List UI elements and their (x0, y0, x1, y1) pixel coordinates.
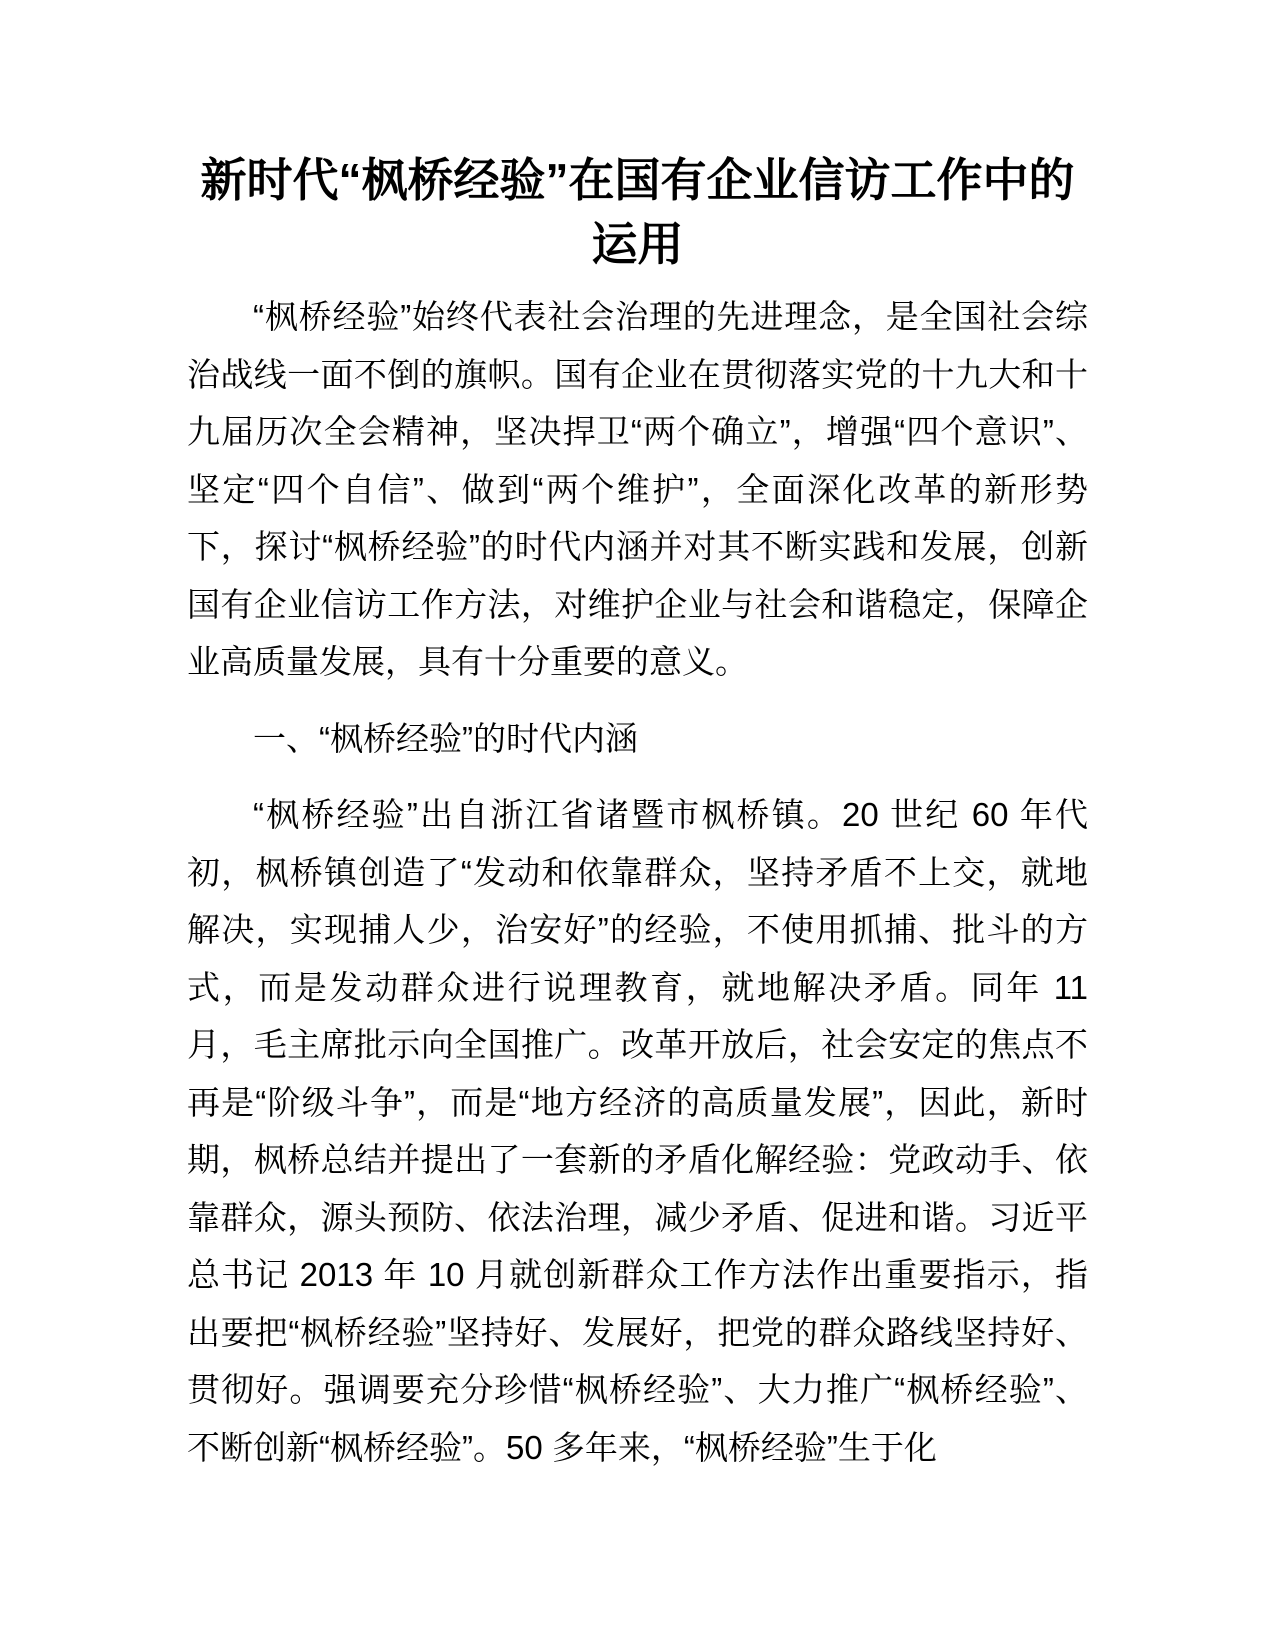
paragraph-section-1: “枫桥经验”出自浙江省诸暨市枫桥镇。20 世纪 60 年代初，枫桥镇创造了“发动和依靠群众，坚持矛盾不上交，就地解决，实现捕人少，治安好”的经验，不使用抓捕、批斗的方式，而是发动群众进行说理教育，就地解决矛盾。同年 11 月，毛主席批示向全国推广。改革开放后，社会安定的焦点不再是“阶级斗争”，而是“地方经济的高质量发展”，因此，新时期，枫桥总结并提出了一套新的矛盾化解经验：党政动手、依靠群众，源头预防、依法治理，减少矛盾、促进和谐。习近平总书记 2013 年 10 月就创新群众工作方法作出重要指示，指出要把“枫桥经验”坚持好、发展好，把党的群众路线坚持好、贯彻好。强调要充分珍惜“枫桥经验”、大力推广“枫桥经验”、不断创新“枫桥经验”。50 多年来，“枫桥经验”生于化 (187, 796, 1088, 1466)
paragraph-intro: “枫桥经验”始终代表社会治理的先进理念，是全国社会综治战线一面不倒的旗帜。国有企业在贯彻落实党的十九大和十九届历次全会精神，坚决捍卫“两个确立”，增强“四个意识”、坚定“四个自信”、做到“两个维护”，全面深化改革的新形势下，探讨“枫桥经验”的时代内涵并对其不断实践和发展，创新国有企业信访工作方法，对维护企业与社会和谐稳定，保障企业高质量发展，具有十分重要的意义。 (187, 298, 1088, 680)
document-title: 新时代“枫桥经验”在国有企业信访工作中的运用 (200, 154, 1075, 270)
section-heading-1: 一、“枫桥经验”的时代内涵 (253, 719, 638, 757)
